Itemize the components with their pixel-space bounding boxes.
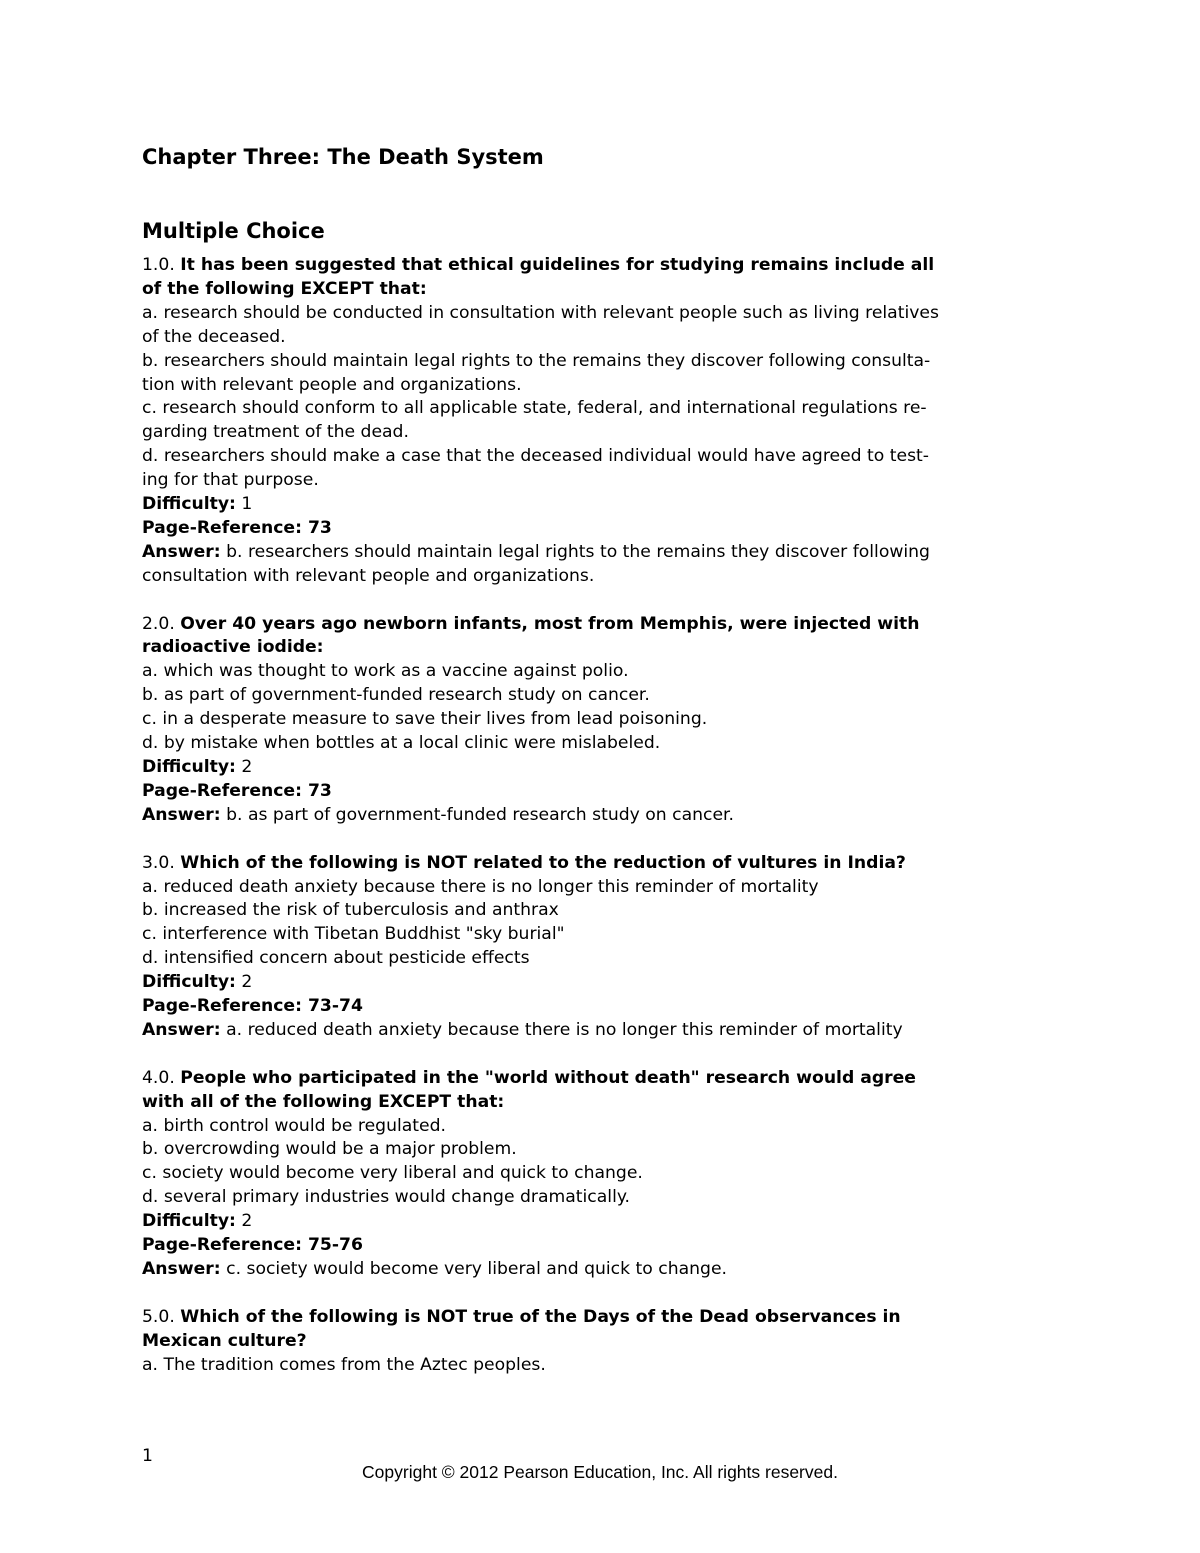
question-list	[142, 254, 1062, 1378]
question-stem-text: Over 40 years ago newborn infants, most from Memphis, were injected with	[180, 613, 920, 634]
question-stem-text: radioactive iodide:	[142, 637, 324, 658]
difficulty-label: Difficulty:	[142, 972, 236, 993]
difficulty-label: Difficulty:	[142, 494, 236, 515]
answer-label: Answer:	[142, 804, 221, 825]
page-reference-label: Page-Reference:	[142, 780, 302, 801]
page-reference-row	[142, 995, 1062, 1019]
question-stem-line	[142, 852, 1062, 876]
difficulty-label: Difficulty:	[142, 757, 236, 778]
document-body	[142, 140, 1062, 1401]
difficulty-value: 2	[241, 1211, 253, 1232]
question-stem-line	[142, 636, 1062, 660]
answer-option-line: a. birth control would be regulated.	[142, 1115, 446, 1136]
answer-option-line: b. as part of government-funded research study on cancer.	[142, 685, 650, 706]
copyright-footer: Copyright © 2012 Pearson Education, Inc. All rights reserved.	[362, 1462, 838, 1482]
question-item	[142, 1067, 1062, 1282]
question-item	[142, 1306, 1062, 1378]
answer-option-line: d. several primary industries would change dramatically.	[142, 1187, 631, 1208]
question-stem-line	[142, 254, 1062, 278]
page-reference-label: Page-Reference:	[142, 517, 302, 538]
question-stem-text: Mexican culture?	[142, 1330, 307, 1351]
difficulty-value: 2	[241, 972, 253, 993]
difficulty-row	[142, 971, 1062, 995]
answer-text: b. as part of government-funded research study on cancer.	[226, 804, 735, 825]
question-number: 5.0.	[142, 1306, 175, 1327]
answer-option-line: a. reduced death anxiety because there is no longer this reminder of mortality	[142, 876, 819, 897]
difficulty-row	[142, 493, 1062, 517]
answer-option-line: b. increased the risk of tuberculosis and anthrax	[142, 900, 559, 921]
question-stem-line	[142, 613, 1062, 637]
question-stem-line	[142, 1330, 1062, 1354]
answer-label: Answer:	[142, 541, 221, 562]
answer-option-line: c. in a desperate measure to save their lives from lead poisoning.	[142, 709, 708, 730]
question-stem-line	[142, 278, 1062, 302]
answer-text: consultation with relevant people and organizations.	[142, 565, 595, 586]
page-reference-row	[142, 517, 1062, 541]
difficulty-value: 1	[241, 494, 253, 515]
answer-option-line: c. research should conform to all applicable state, federal, and international regulations re-	[142, 398, 927, 419]
question-stem-line	[142, 1067, 1062, 1091]
question-stem-text: Which of the following is NOT related to the reduction of vultures in India?	[180, 852, 906, 873]
answer-label: Answer:	[142, 1019, 221, 1040]
question-number: 4.0.	[142, 1067, 175, 1088]
question-item	[142, 254, 1062, 589]
answer-option-line: garding treatment of the dead.	[142, 422, 409, 443]
page-reference-value: 73	[307, 517, 332, 538]
question-stem-text: with all of the following EXCEPT that:	[142, 1091, 505, 1112]
question-stem-text: Which of the following is NOT true of the Days of the Dead observances in	[180, 1306, 901, 1327]
answer-option-line: c. society would become very liberal and quick to change.	[142, 1163, 643, 1184]
page-reference-value: 73-74	[307, 996, 363, 1017]
answer-option-line: d. researchers should make a case that the deceased individual would have agreed to test-	[142, 446, 929, 467]
answer-option-line: a. research should be conducted in consultation with relevant people such as living relatives	[142, 302, 939, 323]
question-number: 1.0.	[142, 255, 175, 275]
page-reference-value: 73	[307, 780, 332, 801]
difficulty-value: 2	[241, 757, 253, 778]
page-reference-row	[142, 1234, 1062, 1258]
question-item	[142, 613, 1062, 828]
question-stem-text: People who participated in the "world without death" research would agree	[180, 1067, 916, 1088]
answer-option-line: of the deceased.	[142, 326, 286, 347]
difficulty-row	[142, 756, 1062, 780]
difficulty-label: Difficulty:	[142, 1211, 236, 1232]
page-reference-row	[142, 780, 1062, 804]
page-reference-value: 75-76	[307, 1235, 363, 1256]
answer-text: c. society would become very liberal and quick to change.	[226, 1259, 727, 1280]
answer-line	[142, 565, 1062, 589]
answer-text: a. reduced death anxiety because there is no longer this reminder of mortality	[226, 1019, 903, 1040]
page-reference-label: Page-Reference:	[142, 1235, 302, 1256]
answer-option-line: c. interference with Tibetan Buddhist "sky burial"	[142, 924, 565, 945]
question-number: 2.0.	[142, 613, 175, 634]
question-item	[142, 852, 1062, 1043]
answer-label: Answer:	[142, 1259, 221, 1280]
answer-option-line: b. researchers should maintain legal rights to the remains they discover following consulta-	[142, 350, 931, 371]
answer-option-line: d. by mistake when bottles at a local clinic were mislabeled.	[142, 733, 661, 754]
answer-option-line: ing for that purpose.	[142, 470, 319, 491]
chapter-title: Chapter Three: The Death System	[142, 145, 544, 169]
question-stem-line	[142, 1306, 1062, 1330]
question-stem-text: It has been suggested that ethical guidelines for studying remains include all	[180, 255, 935, 275]
difficulty-row	[142, 1210, 1062, 1234]
answer-option-line: d. intensified concern about pesticide effects	[142, 948, 530, 969]
question-stem-line	[142, 1091, 1062, 1115]
page-reference-label: Page-Reference:	[142, 996, 302, 1017]
answer-line	[142, 1019, 1062, 1043]
section-title: Multiple Choice	[142, 219, 325, 243]
answer-option-line: tion with relevant people and organizations.	[142, 374, 522, 395]
question-number: 3.0.	[142, 852, 175, 873]
answer-line	[142, 804, 1062, 828]
answer-option-line: a. which was thought to work as a vaccine against polio.	[142, 661, 629, 682]
answer-option-line: a. The tradition comes from the Aztec peoples.	[142, 1354, 546, 1375]
answer-text: b. researchers should maintain legal rights to the remains they discover following	[226, 541, 930, 562]
page-number: 1	[142, 1446, 153, 1466]
answer-line	[142, 541, 1062, 565]
answer-option-line: b. overcrowding would be a major problem.	[142, 1139, 517, 1160]
question-stem-text: of the following EXCEPT that:	[142, 278, 427, 299]
answer-line	[142, 1258, 1062, 1282]
